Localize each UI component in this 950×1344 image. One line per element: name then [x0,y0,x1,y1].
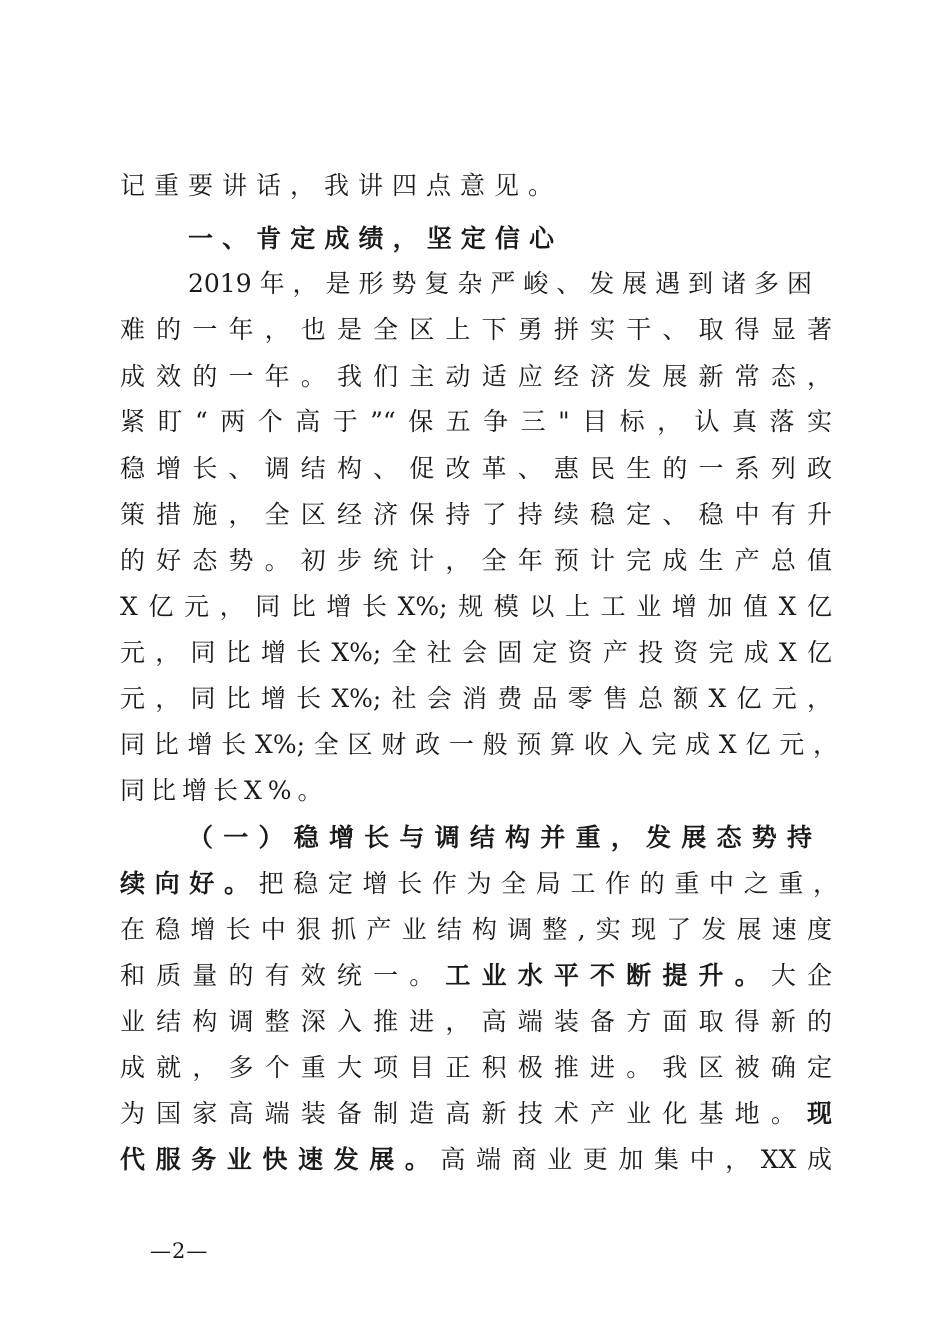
body-line-14 [120,864,838,904]
section-heading-1: 一、肯定成绩，坚定信心 [188,224,560,253]
body-line-6: 稳增长、调结构、促改革、惠民生的一系列政 [120,454,832,483]
body-line-16 [120,956,832,996]
body-text-segment: 大企 [770,961,832,990]
page-number: —2— [150,1239,209,1263]
subsection-heading-1-end: 续向好。 [120,869,259,898]
body-line-10: 元，同比增长X%;全社会固定资产投资完成X亿 [120,638,832,667]
body-line-2: 2019年，是形势复杂严峻、发展遇到诸多困 [188,269,812,298]
subsection-heading-1: （一）稳增长与调结构并重，发展态势持 [188,823,812,852]
body-line-3: 难的一年，也是全区上下勇拼实干、取得显著 [120,315,832,344]
inline-heading-services: 代服务业快速发展。 [120,1145,441,1174]
body-line-12: 同比增长X%;全区财政一般预算收入完成X亿元， [120,730,838,759]
body-line-19 [120,1094,832,1134]
body-line-9: X亿元，同比增长X%;规模以上工业增加值X亿 [120,592,832,621]
inline-heading-services-start: 现 [806,1099,832,1128]
body-line-7: 策措施，全区经济保持了持续稳定、稳中有升 [120,500,832,529]
body-line-11: 元，同比增长X%;社会消费品零售总额X亿元， [120,684,832,713]
body-line-15: 在稳增长中狠抓产业结构调整,实现了发展速度 [120,915,832,944]
body-text-segment: 高端商业更加集中，XX成 [440,1145,832,1174]
body-line-5: 紧盯“两个高于”“保五争三"目标，认真落实 [120,407,832,436]
body-line-20 [120,1140,832,1180]
body-line-13: 同比增长X%。 [120,776,329,805]
body-text-segment: 为国家高端装备制造高新技术产业化基地。 [120,1099,807,1128]
body-line-1: 记重要讲话，我讲四点意见。 [120,171,563,200]
body-text-segment: 和质量的有效统一。 [120,961,446,990]
body-text-segment: 把稳定增长作为全局工作的重中之重， [258,869,838,898]
body-line-4: 成效的一年。我们主动适应经济发展新常态， [120,362,832,391]
body-line-18: 成就，多个重大项目正积极推进。我区被确定 [120,1053,832,1082]
body-line-17: 业结构调整深入推进，高端装备方面取得新的 [120,1007,832,1036]
inline-heading-industry: 工业水平不断提升。 [445,961,771,990]
body-line-8: 的好态势。初步统计，全年预计完成生产总值 [120,546,832,575]
